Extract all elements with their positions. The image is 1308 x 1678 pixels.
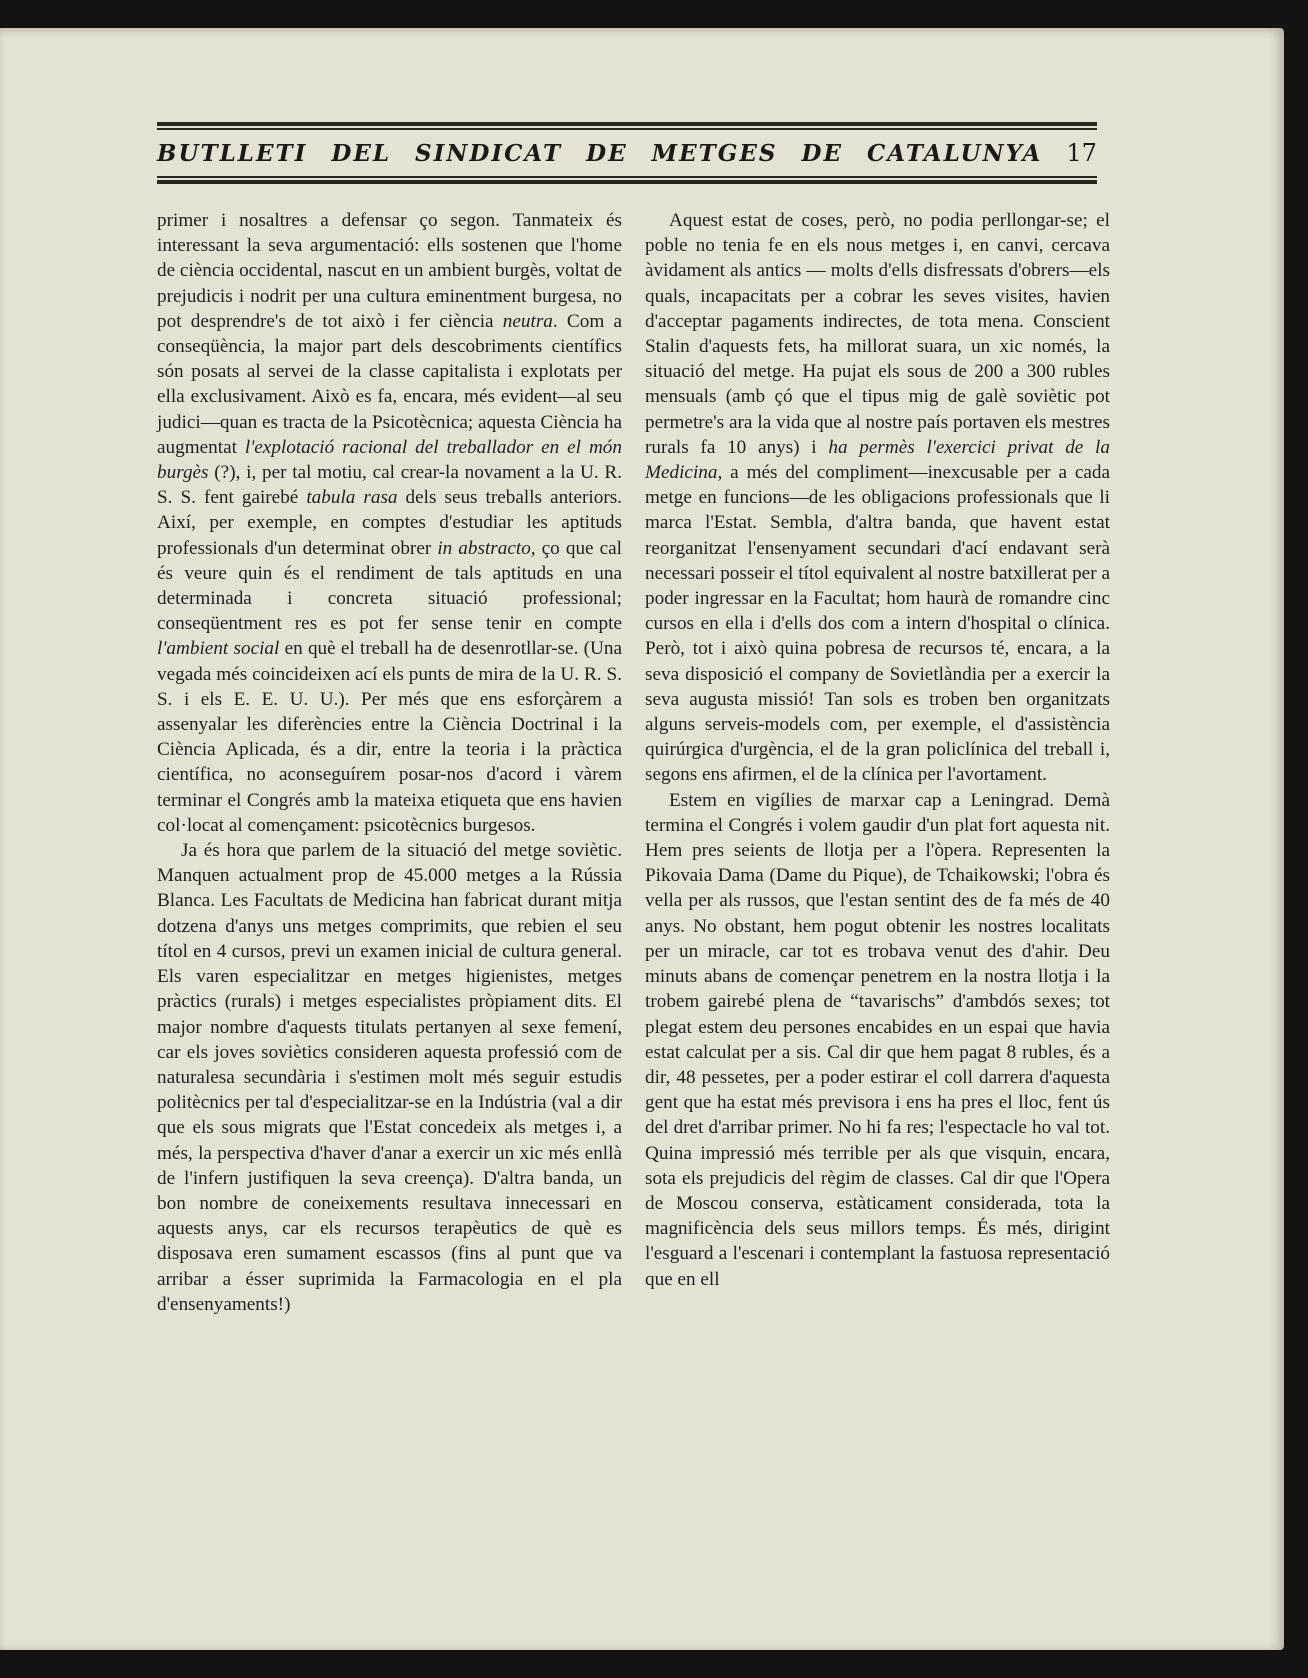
paragraph — [645, 208, 1110, 788]
header-word: METGES — [651, 139, 778, 167]
header-word: DEL — [331, 139, 392, 167]
text-run: . Com a conseqüència, la major part dels descobriments científics són posats al servei de la classe capitalista i explotats per ella exclusivament. Això es fa, encara, més evident—al seu judici—quan es tracta de la Psicotècnica; aquesta Ciència ha augmentat — [157, 310, 622, 458]
header-word: DE — [586, 139, 628, 167]
italic-text: l'explotació racional del treballador en el món burgès — [157, 436, 622, 484]
text-run: ço que cal és veure quin és el rendiment de tals aptituds en una determinada i concreta situació professional; conseqüentment res es pot fer sense tenir en compte — [157, 537, 622, 635]
italic-text: tabula rasa — [306, 487, 398, 509]
header-word: SINDICAT — [415, 139, 563, 167]
text-run: en què el treball ha de desenrotllar-se. (Una vegada més coincideixen ací els punts de mira de la U. R. S. S. i els E. E. U. U.). Per més que ens esforçàrem a assenyalar les diferències entre la Ciència Doctrinal i la Ciència Aplicada, és a dir, entre la teoria i la pràctica científica, no aconseguírem posar-nos d'acord i vàrem terminar el Congrés amb la mateixa etiqueta que ens havien col·locat al començament: psicotècnics burgesos. — [157, 638, 622, 836]
text-run: Ja és hora que parlem de la situació del metge soviètic. Manquen actualment prop de 45.000 metges a la Rússia Blanca. Les Facultats de Medicina han fabricat durant mitja dotzena d'anys uns metges comprimits, que rebien el seu títol en 4 cursos, previ un examen inicial de cultura general. Els varen especialitzar en metges higienistes, metges pràctics (rurals) i metges especialistes pròpiament dits. El major nombre d'aquests titulats pertanyen al sexe femení, car els joves soviètics consideren aquesta professió com de naturalesa secundària i s'estimen molt més seguir estudis politècnics per tal d'especialitzar-se en la Indústria (val a dir que els sous migrats que l'Estat concedeix als metges i, a més, la perspectiva d'haver d'anar a exercir un xic més enllà de l'infern justifiquen la seva creença). D'altra banda, un bon nombre de coneixements resultava innecessari en aquests anys, car els recursos terapèutics de què es disposava eren sumament escassos (fins al punt que va arribar a ésser suprimida la Farmacologia en el pla d'ensenyaments!) — [157, 840, 622, 1315]
header-rule-bottom-thin — [157, 176, 1097, 178]
page-number: 17 — [1066, 139, 1097, 167]
header-word: DE — [801, 139, 843, 167]
italic-text: l'ambient social — [157, 638, 280, 660]
paragraph — [645, 788, 1110, 1292]
italic-text: ha permès l'exercici privat de la Medicina, — [645, 436, 1110, 484]
right-column — [645, 208, 1110, 1292]
running-header — [157, 133, 1097, 173]
header-rule-bottom-thick — [157, 180, 1097, 184]
italic-text: in abstracto, — [437, 537, 536, 559]
left-column — [157, 208, 622, 1317]
header-word: BUTLLETI — [157, 139, 308, 167]
text-run: primer i nosaltres a defensar ço segon. Tanmateix és interessant la seva argumentació: ells sostenen que l'home de ciència occidental, nascut en un ambient burgès, voltat de prejudicis i nodrit per una cultura eminentment burgesa, no pot desprendre's de tot això i fer ciència — [157, 210, 622, 332]
text-run: (?), i, per tal motiu, cal crear-la novament a la U. R. S. S. fent gairebé — [157, 462, 622, 509]
paragraph — [157, 838, 622, 1317]
text-run: a més del compliment—inexcusable per a cada metge en funcions—de les obligacions professionals que li marca l'Estat. Sembla, d'altra banda, que havent estat reorganitzat l'ensenyament secundari d'ací endavant serà necessari posseir el títol equivalent al nostre batxillerat per a poder ingressar en la Facultat; hom haurà de romandre cinc cursos en ella i d'ells dos com a intern d'hospital o clínica. Però, tot i això quina pobresa de recursos té, encara, a la seva disposició el company de Sovietlàndia per a exercir la seva augusta missió! Tan sols es troben ben organitzats alguns serveis-models com, per exemple, el d'assistència quirúrgica d'urgència, el de la gran policlínica del treball i, segons ens afirmen, el de la clínica per l'avortament. — [645, 462, 1110, 786]
header-word: CATALUNYA — [867, 139, 1043, 167]
text-run: dels seus treballs anteriors. Així, per exemple, en comptes d'estudiar les aptituds professionals d'un determinat obrer — [157, 487, 622, 559]
header-rule-top-thick — [157, 122, 1097, 126]
header-rule-top-thin — [157, 128, 1097, 130]
text-run: Aquest estat de coses, però, no podia perllongar-se; el poble no tenia fe en els nous metges i, en canvi, cercava àvidament als antics — molts d'ells disfressats d'obrers—els quals, incapacitats per a cobrar les seves visites, havien d'acceptar pagaments indirectes, de tota mena. Conscient Stalin d'aquests fets, ha millorat suara, un xic només, la situació del metge. Ha pujat els sous de 200 a 300 rubles mensuals (amb çó que el tipus mig de galè soviètic pot permetre's ara la vida que al nostre país portaven els mestres rurals fa 10 anys) i — [645, 210, 1110, 458]
text-run: Estem en vigílies de marxar cap a Leningrad. Demà termina el Congrés i volem gaudir d'un plat fort aquesta nit. Hem pres seients de llotja per a l'òpera. Representen la Pikovaia Dama (Dame du Pique), de Tchaikowski; l'obra és vella per als russos, que l'estan sentint des de fa més de 40 anys. No obstant, hem pogut obtenir les nostres localitats per un miracle, car tot es trobava venut des d'ahir. Deu minuts abans de començar penetrem en la nostra llotja i la trobem gairebé plena de “tavarischs” d'ambdós sexes; tot plegat estem deu persones encabides en un espai que havia estat calculat per a sis. Cal dir que hem pagat 8 rubles, és a dir, 48 pessetes, per a poder estirar el coll darrera d'aquesta gent que ha estat més previsora i ens ha pres el lloc, fent ús del dret d'arribar primer. No hi fa res; l'espectacle ho val tot. Quina impressió més terrible per als que visquin, encara, sota els prejudicis del règim de classes. Cal dir que l'Opera de Moscou conserva, estàticament considerada, tota la magnificència dels seus millors temps. És més, dirigint l'esguard a l'escenari i contemplant la fastuosa representació que en ell — [645, 789, 1110, 1290]
paragraph — [157, 208, 622, 838]
italic-text: neutra — [502, 310, 553, 332]
